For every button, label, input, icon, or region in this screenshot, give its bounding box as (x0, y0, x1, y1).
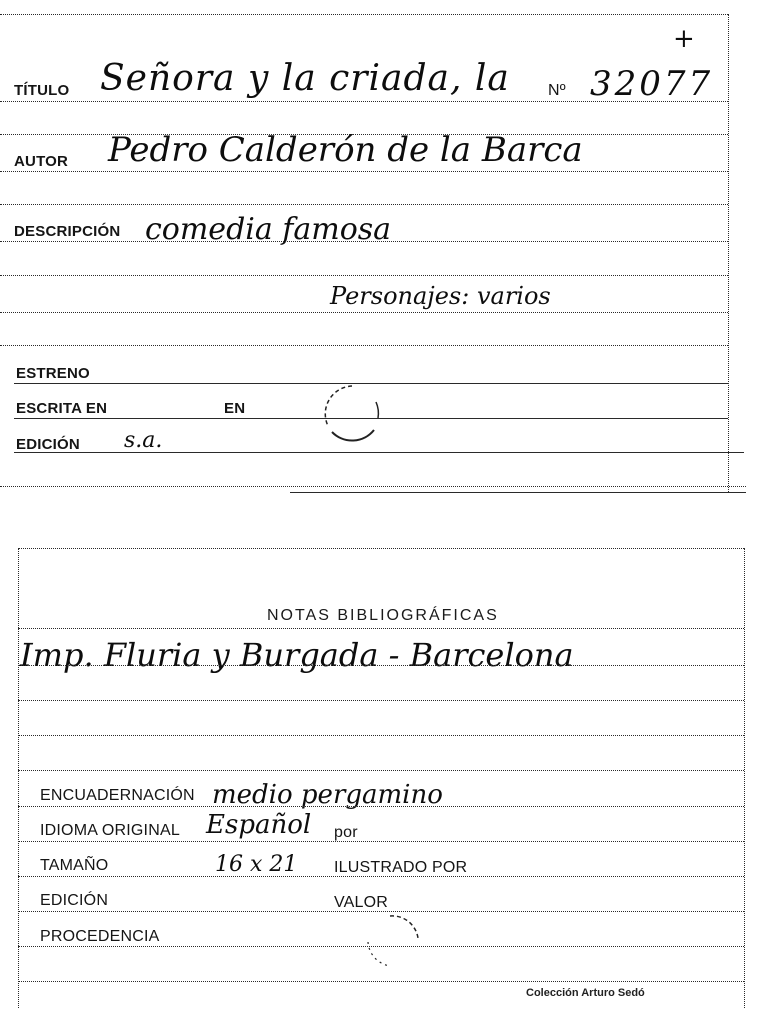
autor-label: AUTOR (14, 153, 69, 170)
autor-value: Pedro Calderón de la Barca (108, 130, 583, 170)
edicion-label-top: EDICIÓN (16, 436, 80, 453)
titulo-label: TÍTULO (14, 82, 70, 99)
edicion-value-top: s.a. (124, 428, 163, 453)
idioma-value: Español (206, 810, 312, 840)
rule-6 (0, 275, 728, 276)
personajes-value: Personajes: varios (330, 282, 551, 310)
cross-mark: + (673, 24, 695, 54)
en-label: EN (224, 400, 246, 417)
rule-descripcion (0, 241, 728, 242)
rule-personajes (0, 312, 728, 313)
card-top-bottom-edge (0, 486, 746, 487)
card-right-edge (728, 14, 729, 492)
rule-notas-2 (18, 700, 744, 701)
escrita-en-label: ESCRITA EN (16, 400, 108, 417)
estreno-label: ESTRENO (16, 365, 90, 382)
procedencia-label: PROCEDENCIA (40, 928, 160, 945)
punch-hole-bottom (360, 912, 426, 970)
rule-encuadernacion (18, 806, 744, 807)
rule-notas-4 (18, 770, 744, 771)
card-bottom-left-edge (18, 548, 19, 1008)
coleccion-credit: Colección Arturo Sedó (526, 987, 645, 999)
rule-4 (0, 204, 728, 205)
edicion-label-bottom: EDICIÓN (40, 892, 109, 909)
ilustrado-label: ILUSTRADO POR (334, 859, 468, 876)
card-top-bottom-line (290, 492, 746, 493)
encuadernacion-label: ENCUADERNACIÓN (40, 787, 195, 804)
card-bottom-right-edge (744, 548, 745, 1008)
titulo-value: Señora y la criada, la (100, 58, 510, 99)
rule-8 (0, 345, 728, 346)
por-label: por (334, 824, 358, 841)
valor-label: VALOR (334, 894, 389, 911)
card-top-edge (0, 14, 728, 15)
tamano-value: 16 x 21 (215, 852, 298, 877)
punch-hole (318, 382, 384, 444)
rule-notas-title (18, 628, 744, 629)
rule-idioma (18, 841, 744, 842)
rule-edicion (14, 452, 744, 453)
tamano-label: TAMAÑO (40, 857, 109, 874)
encuadernacion-value: medio pergamino (212, 780, 443, 810)
card-bottom-top-edge (18, 548, 744, 549)
idioma-label: IDIOMA ORIGINAL (40, 822, 180, 839)
notas-value: Imp. Fluria y Burgada - Barcelona (20, 636, 574, 674)
rule-tamano (18, 876, 744, 877)
descripcion-value: comedia famosa (145, 212, 392, 247)
descripcion-label: DESCRIPCIÓN (14, 223, 121, 240)
numero-value: 32077 (590, 64, 714, 104)
rule-final (18, 981, 744, 982)
rule-autor (0, 171, 728, 172)
rule-titulo (0, 101, 728, 102)
notas-title: NOTAS BIBLIOGRÁFICAS (267, 607, 499, 624)
numero-label: Nº (548, 82, 566, 99)
rule-notas-3 (18, 735, 744, 736)
rule-notas-1 (18, 665, 744, 666)
